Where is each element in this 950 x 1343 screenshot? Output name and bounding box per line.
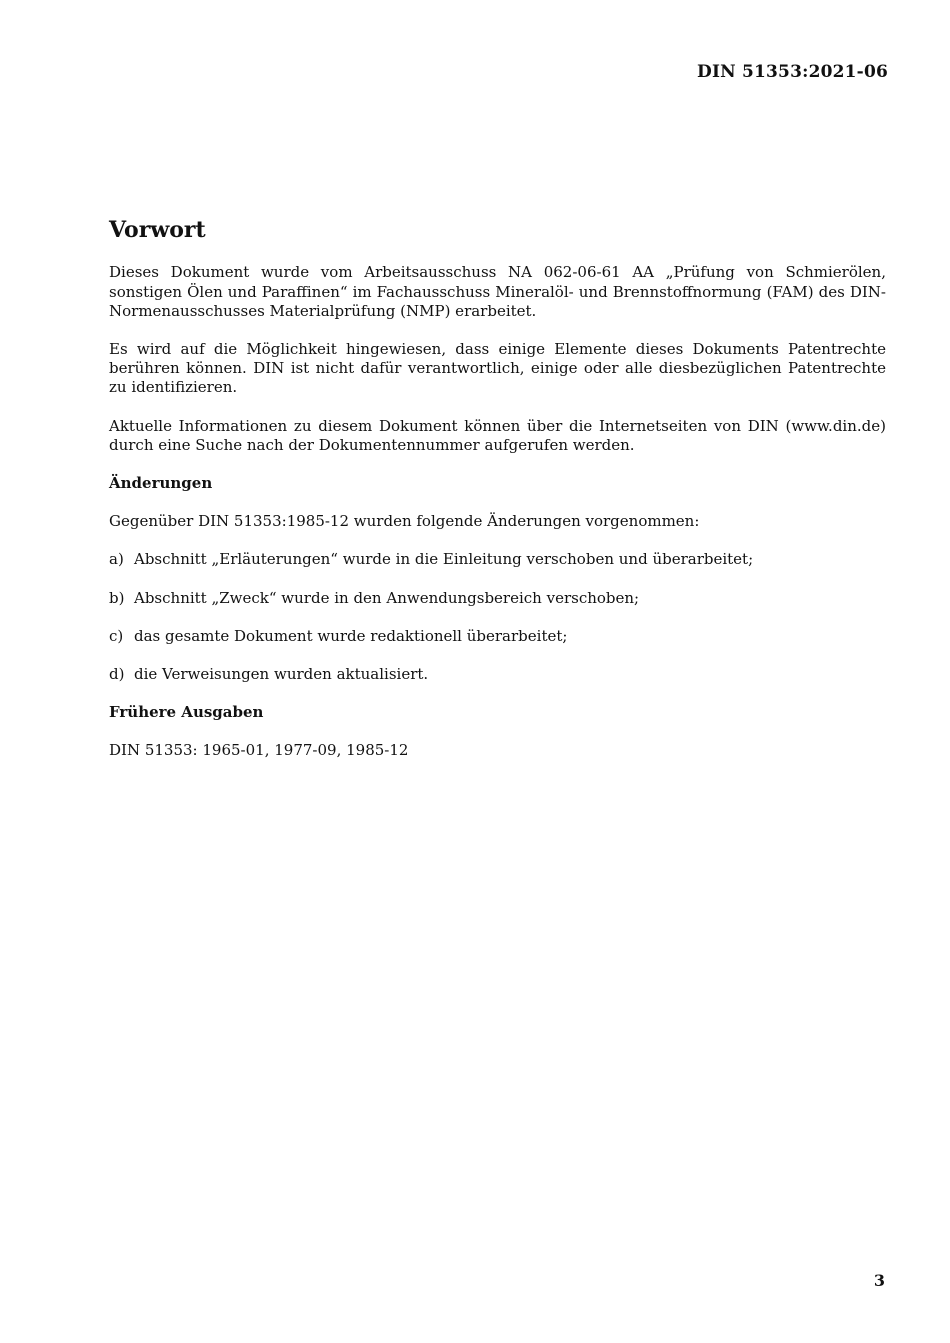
earlier-editions-heading: Frühere Ausgaben: [109, 703, 264, 722]
list-item: [109, 627, 886, 646]
changes-intro: Gegenüber DIN 51353:1985-12 wurden folgende Änderungen vorgenommen:: [109, 512, 700, 531]
changes-list: [109, 550, 886, 684]
foreword-paragraph: Aktuelle Informationen zu diesem Dokument können über die Internetseiten von DIN (www.din.de) durch eine Suche nach der Dokumentennummer aufgerufen werden.: [109, 416, 886, 454]
foreword-title: Vorwort: [109, 217, 206, 243]
earlier-editions-text: DIN 51353: 1965-01, 1977-09, 1985-12: [109, 741, 409, 760]
changes-heading: Änderungen: [109, 474, 213, 493]
foreword-paragraph: Es wird auf die Möglichkeit hingewiesen, dass einige Elemente dieses Dokuments Patentrechte berühren können. DIN ist nicht dafür verantwortlich, einige oder alle diesbezüglichen Patentrechte zu identifizieren.: [109, 340, 886, 397]
list-item-marker: d): [109, 665, 125, 684]
list-item: [109, 665, 886, 684]
list-item-text: die Verweisungen wurden aktualisiert.: [134, 665, 429, 684]
list-item-text: Abschnitt „Erläuterungen“ wurde in die Einleitung verschoben und überarbeitet;: [134, 550, 754, 569]
foreword-section: [109, 217, 886, 780]
list-item-marker: c): [109, 626, 124, 645]
page-number: 3: [873, 1271, 885, 1290]
list-item: [109, 589, 886, 608]
document-id: DIN 51353:2021-06: [697, 62, 888, 82]
list-item-marker: b): [109, 588, 125, 607]
list-item-text: Abschnitt „Zweck“ wurde in den Anwendungsbereich verschoben;: [134, 588, 640, 607]
list-item-marker: a): [109, 550, 124, 569]
foreword-paragraph: Dieses Dokument wurde vom Arbeitsausschuss NA 062-06-61 AA „Prüfung von Schmierölen, sonstigen Ölen und Paraffinen“ im Fachausschuss Mineralöl- und Brennstoffnormung (FAM) des DIN-Normenausschusses Materialprüfung (NMP) erarbeitet.: [109, 263, 886, 320]
list-item: [109, 550, 886, 569]
list-item-text: das gesamte Dokument wurde redaktionell überarbeitet;: [134, 626, 568, 645]
